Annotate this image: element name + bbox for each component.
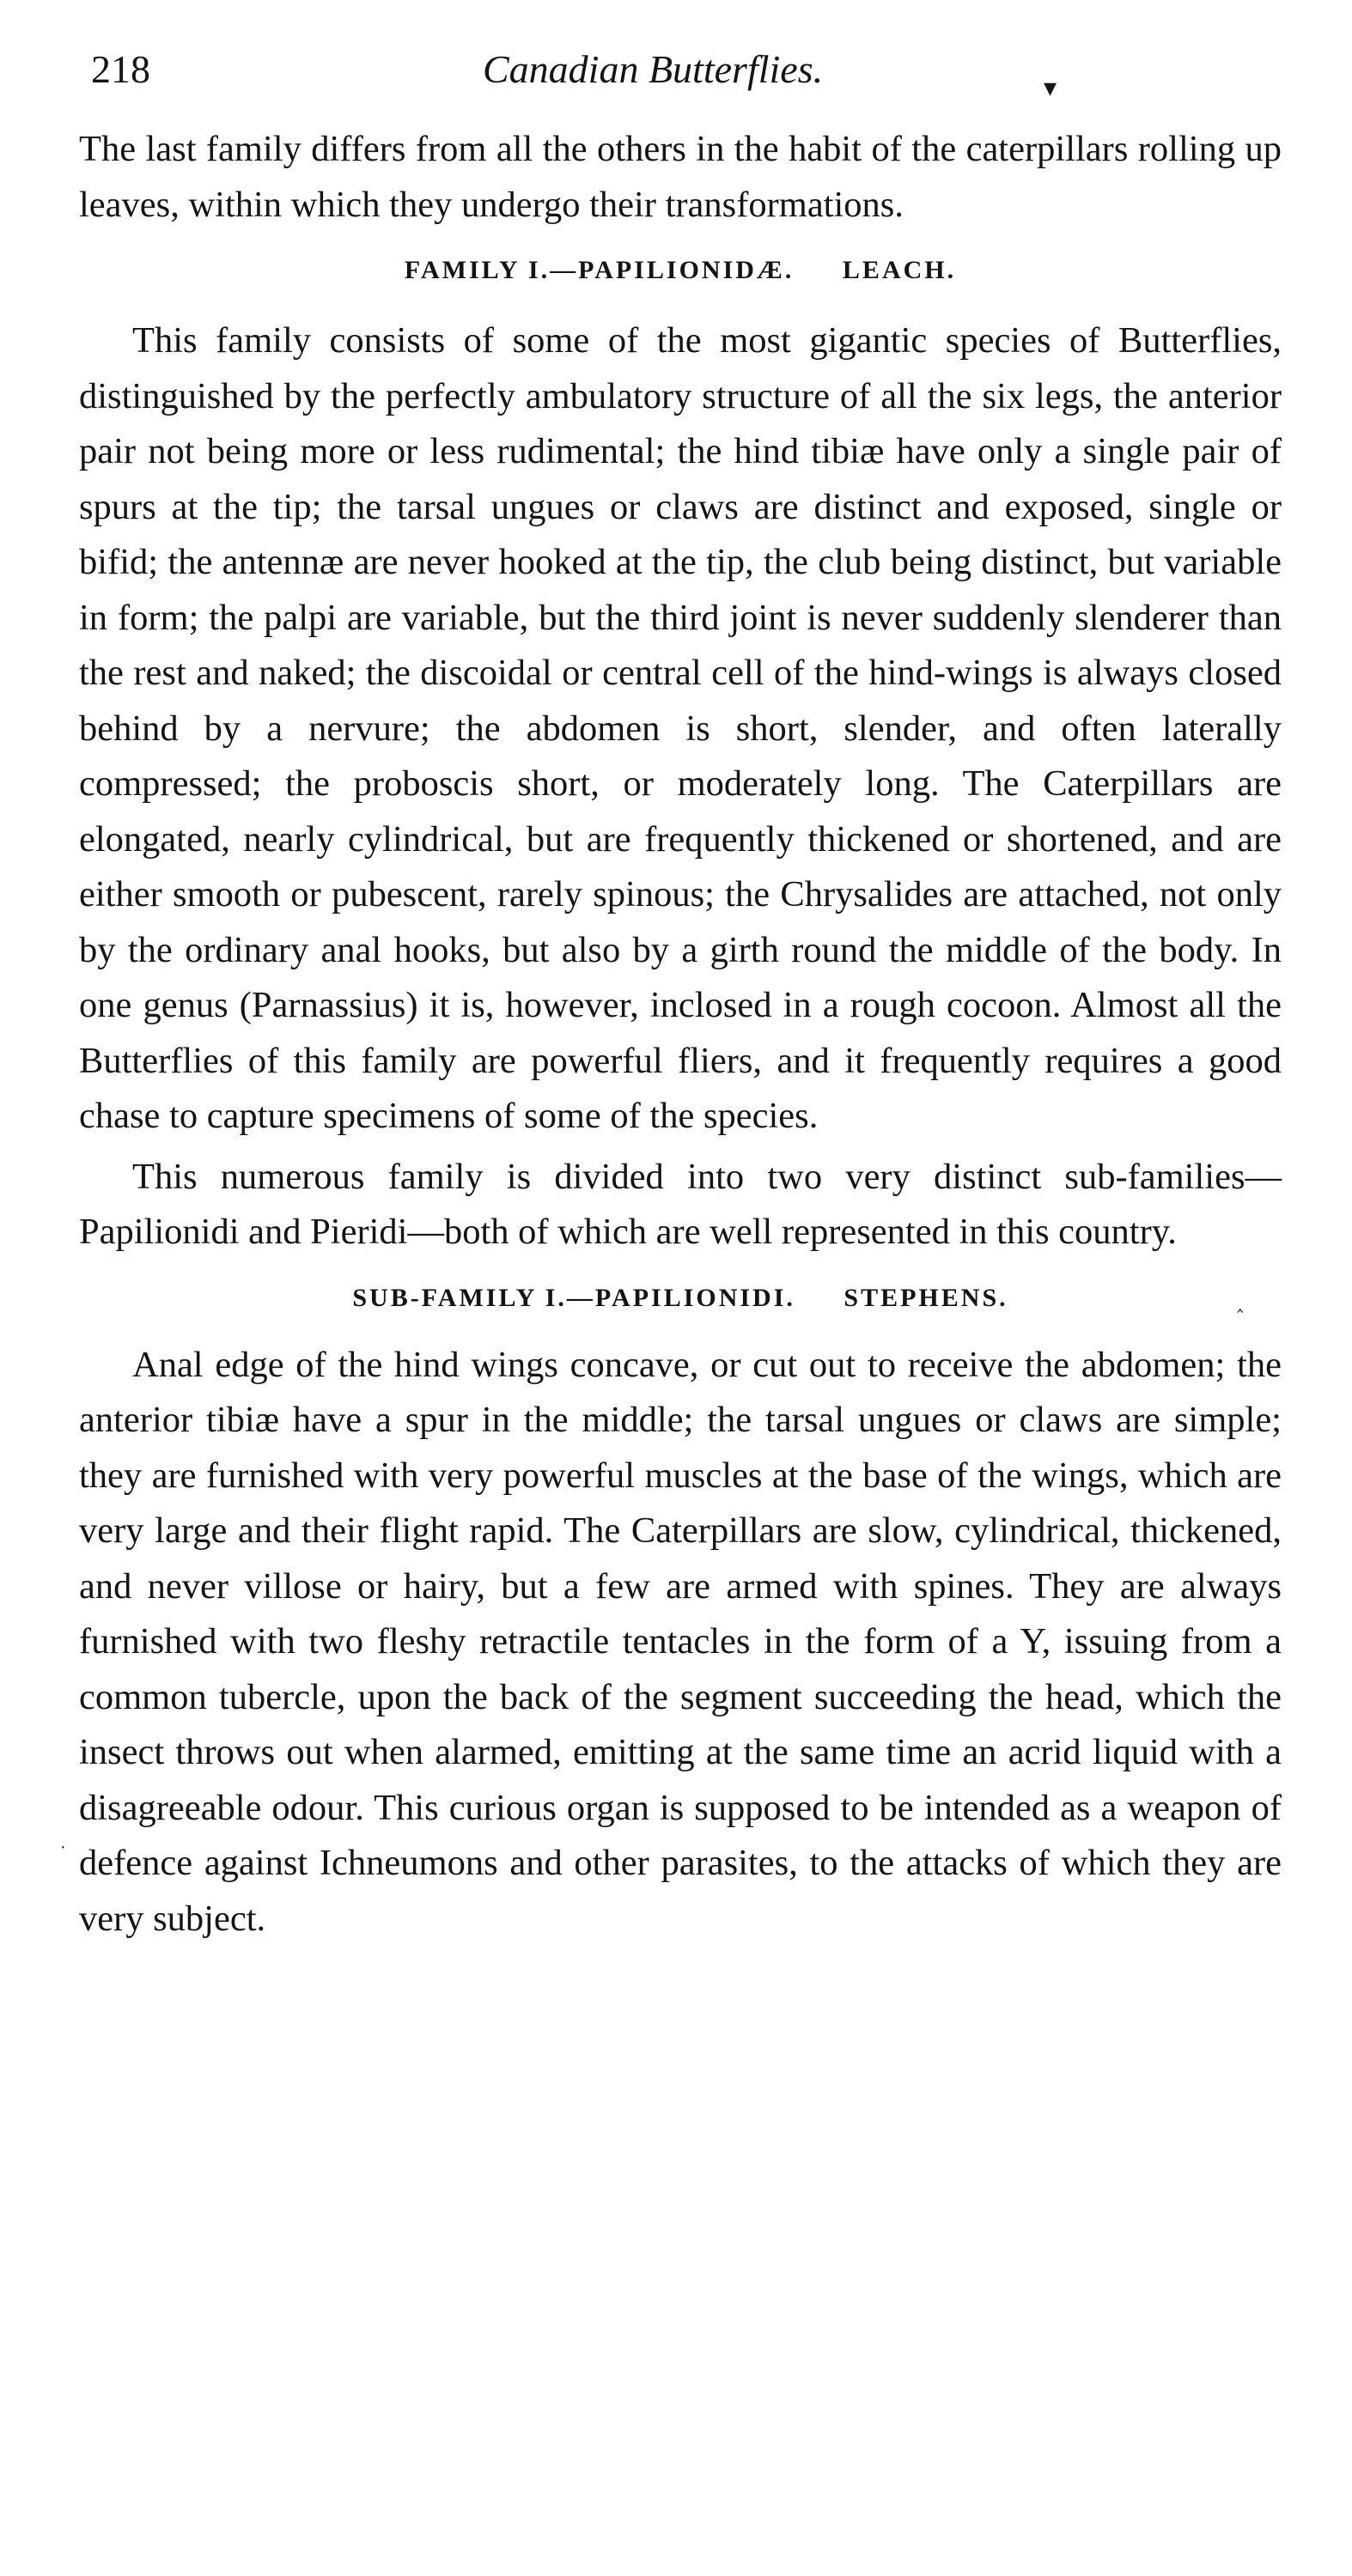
page-number: 218 (91, 47, 150, 91)
family-heading-authority: LEACH. (842, 256, 957, 284)
book-page (79, 41, 1282, 1947)
intro-paragraph: The last family differs from all the others in the habit of the caterpillars rolling up leaves, within which they undergo their transformations. (79, 129, 1282, 225)
family-description-paragraph: This family consists of some of the most gigantic species of Butterflies, distinguished by the perfectly ambulatory structure of all the six legs, the anterior pair not being more or less rudimental; the hind tibiæ have only a single pair of spurs at the tip; the tarsal ungues or claws are distinct and exposed, single or bifid; the antennæ are never hooked at the tip, the club being distinct, but variable in form; the palpi are variable, but the third joint is never suddenly slenderer than the rest and naked; the discoidal or central cell of the hind-wings is always closed behind by a nervure; the abdomen is short, slender, and often laterally compressed; the proboscis short, or moderately long. The Caterpillars are elongated, nearly cylindrical, but are frequently thickened or shortened, and are either smooth or pubescent, rarely spinous; the Chrysalides are attached, not only by the ordinary anal hooks, but also by a girth round the middle of the body. In one genus (Parnassius) it is, however, inclosed in a rough cocoon. Almost all the Butterflies of this family are powerful fliers, and it frequently requires a good chase to capture specimens of some of the species. (79, 320, 1282, 1136)
subfamily-heading-authority: STEPHENS. (843, 1283, 1008, 1312)
subfamily-description-paragraph: Anal edge of the hind wings concave, or cut out to receive the abdomen; the anterior tibiæ have a spur in the middle; the tarsal ungues or claws are simple; they are furnished with very powerful muscles at the base of the wings, which are very large and their flight rapid. The Caterpillars are slow, cylindrical, thickened, and never villose or hairy, but a few are armed with spines. They are always furnished with two fleshy retractile tentacles in the form of a Y, issuing from a common tubercle, upon the back of the segment succeeding the head, which the insect throws out when alarmed, emitting at the same time an acrid liquid with a disagreeable odour. This curious organ is supposed to be intended as a weapon of defence against Ichneumons and other parasites, to the attacks of which they are very subject. (79, 1344, 1282, 1939)
subfamily-heading (79, 1281, 1282, 1315)
page-header (79, 41, 1282, 110)
family-heading-title: FAMILY I.—PAPILIONIDÆ. (404, 256, 795, 284)
family-division-paragraph: This numerous family is divided into two very distinct sub-families—Papilionidi and Pieridi—both of which are well represented in this country. (79, 1156, 1282, 1252)
ink-speck: ‸ (1237, 1291, 1244, 1312)
ink-speck: · (60, 1838, 66, 1857)
ink-speck: ▾ (1044, 74, 1057, 102)
subfamily-heading-title: SUB-FAMILY I.—PAPILIONIDI. (352, 1283, 795, 1312)
family-heading (79, 253, 1282, 288)
running-title: Canadian Butterflies. (483, 47, 824, 91)
